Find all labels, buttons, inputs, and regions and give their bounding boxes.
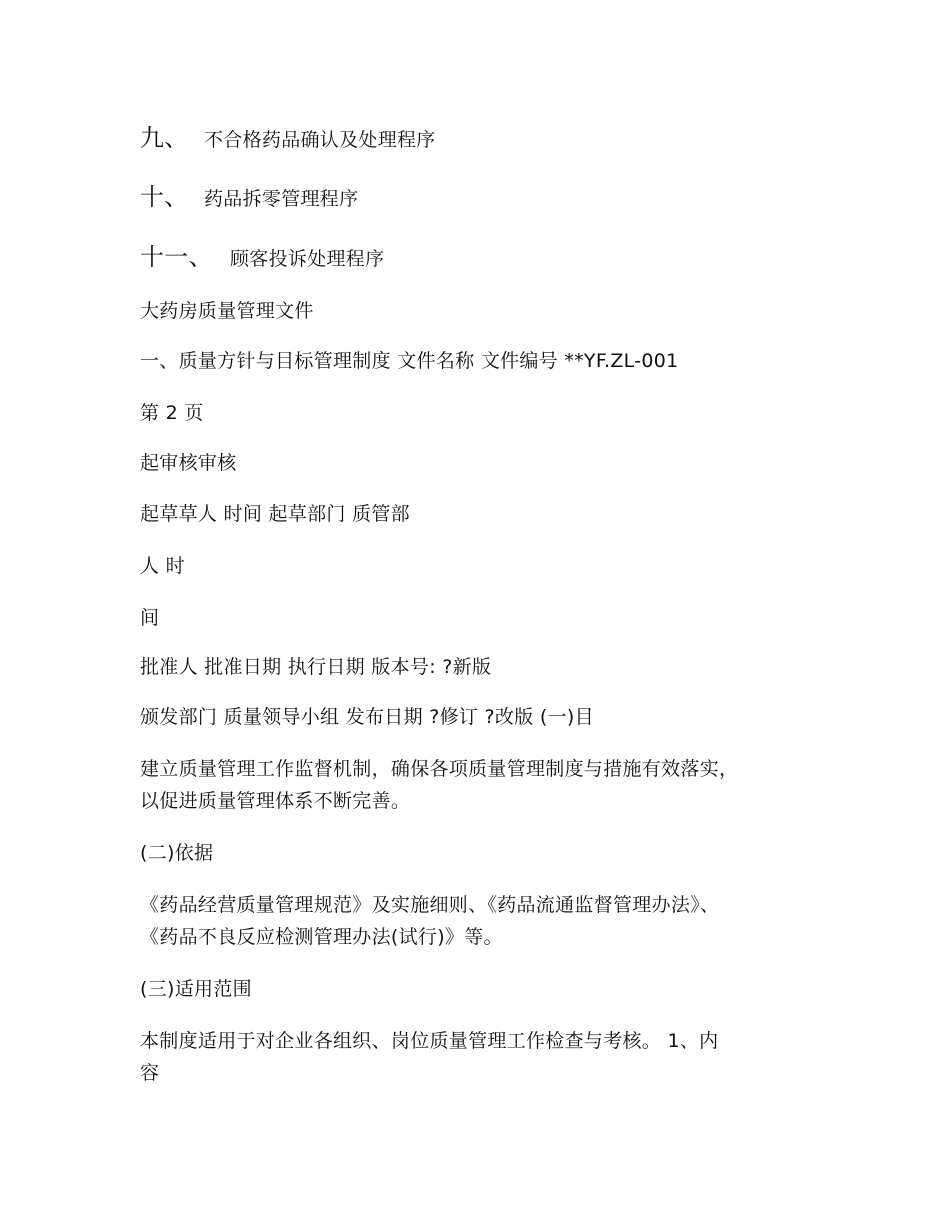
scope-paragraph-line-1: 本制度适用于对企业各组织、岗位质量管理工作检查与考核。 1、内	[140, 1030, 719, 1052]
heading-number: 九、	[140, 124, 189, 152]
heading-text: 不合格药品确认及处理程序	[204, 129, 436, 151]
section-basis-heading: (二)依据	[140, 842, 214, 864]
basis-paragraph-line-2: 《药品不良反应检测管理办法(试行)》等。	[140, 926, 503, 948]
scope-paragraph-line-2: 容	[140, 1062, 160, 1084]
heading-text: 顾客投诉处理程序	[230, 248, 385, 270]
time-line: 间	[140, 607, 160, 629]
purpose-paragraph-line-2: 以促进质量管理体系不断完善。	[140, 790, 411, 812]
issue-line: 颁发部门 质量领导小组 发布日期 ?修订 ?改版 (一)目	[140, 706, 594, 728]
document-title: 大药房质量管理文件	[140, 300, 314, 322]
approval-line: 批准人 批准日期 执行日期 版本号: ?新版	[140, 656, 492, 678]
heading-text: 药品拆零管理程序	[204, 188, 359, 210]
drafter-line: 起草草人 时间 起草部门 质管部	[140, 503, 410, 525]
review-line: 起审核审核	[140, 452, 237, 474]
heading-9	[140, 122, 436, 156]
heading-number: 十、	[140, 183, 189, 211]
file-info-line: 一、质量方针与目标管理制度 文件名称 文件编号 **YF.ZL-001	[140, 350, 679, 372]
page-number-line: 第 2 页	[140, 402, 204, 424]
heading-10	[140, 181, 358, 215]
person-time-line: 人 时	[140, 555, 185, 577]
basis-paragraph-line-1: 《药品经营质量管理规范》及实施细则、《药品流通监督管理办法》、	[140, 894, 720, 916]
heading-11	[140, 241, 384, 275]
heading-number: 十一、	[140, 243, 213, 271]
purpose-paragraph-line-1: 建立质量管理工作监督机制，确保各项质量管理制度与措施有效落实，	[140, 758, 739, 780]
section-scope-heading: (三)适用范围	[140, 978, 252, 1000]
